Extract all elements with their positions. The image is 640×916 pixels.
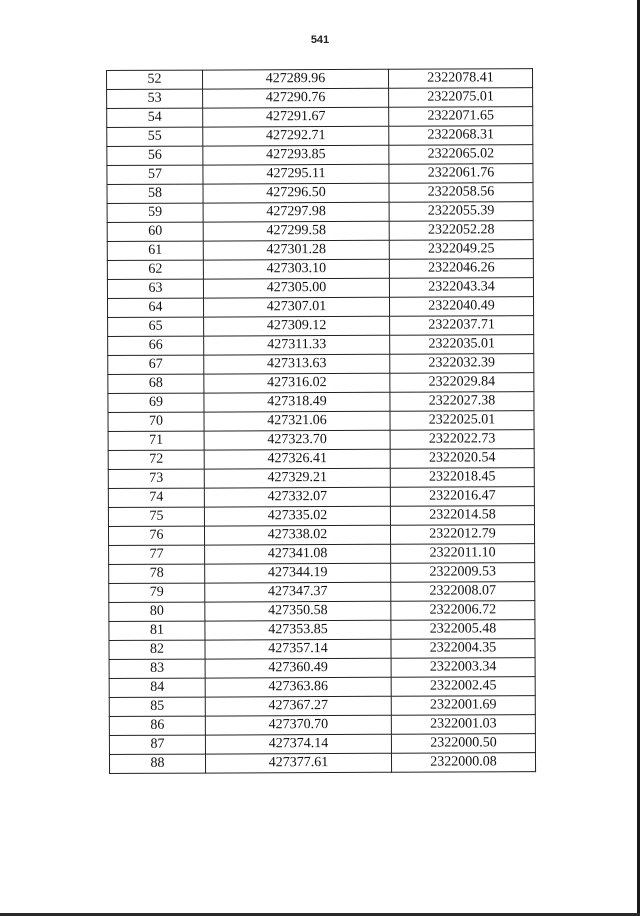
y-coordinate-cell: 2322002.45 [391, 677, 535, 697]
table-row [107, 183, 533, 204]
y-coordinate-cell: 2322037.71 [390, 316, 534, 336]
table-row [107, 69, 533, 90]
y-coordinate-cell: 2322043.34 [389, 278, 533, 298]
y-coordinate-cell: 2322029.84 [390, 373, 534, 393]
point-id-cell: 69 [108, 393, 204, 412]
x-coordinate-cell: 427305.00 [203, 278, 389, 298]
table-row [109, 620, 535, 641]
y-coordinate-cell: 2322000.08 [391, 753, 535, 773]
y-coordinate-cell: 2322052.28 [389, 221, 533, 241]
point-id-cell: 82 [109, 640, 205, 659]
table-row [109, 753, 535, 774]
x-coordinate-cell: 427290.76 [203, 88, 389, 108]
point-id-cell: 59 [107, 203, 203, 222]
x-coordinate-cell: 427301.28 [203, 240, 389, 260]
y-coordinate-cell: 2322040.49 [389, 297, 533, 317]
table-row [109, 639, 535, 660]
x-coordinate-cell: 427307.01 [203, 297, 389, 317]
point-id-cell: 74 [108, 488, 204, 507]
y-coordinate-cell: 2322075.01 [389, 88, 533, 108]
point-id-cell: 64 [107, 298, 203, 317]
point-id-cell: 65 [108, 317, 204, 336]
y-coordinate-cell: 2322020.54 [390, 449, 534, 469]
x-coordinate-cell: 427347.37 [205, 582, 391, 602]
table-row [107, 221, 533, 242]
x-coordinate-cell: 427332.07 [204, 487, 390, 507]
table-row [109, 601, 535, 622]
y-coordinate-cell: 2322049.25 [389, 240, 533, 260]
table-row [107, 107, 533, 128]
point-id-cell: 61 [107, 241, 203, 260]
x-coordinate-cell: 427329.21 [204, 468, 390, 488]
point-id-cell: 78 [109, 564, 205, 583]
table-row [109, 715, 535, 736]
y-coordinate-cell: 2322065.02 [389, 145, 533, 165]
x-coordinate-cell: 427297.98 [203, 202, 389, 222]
y-coordinate-cell: 2322078.41 [388, 69, 532, 89]
x-coordinate-cell: 427303.10 [203, 259, 389, 279]
y-coordinate-cell: 2322058.56 [389, 183, 533, 203]
x-coordinate-cell: 427295.11 [203, 164, 389, 184]
table-row [109, 544, 535, 565]
table-row [107, 88, 533, 109]
x-coordinate-cell: 427326.41 [204, 449, 390, 469]
table-row [109, 734, 535, 755]
table-row [108, 449, 534, 470]
table-row [109, 563, 535, 584]
y-coordinate-cell: 2322016.47 [390, 487, 534, 507]
x-coordinate-cell: 427313.63 [204, 354, 390, 374]
y-coordinate-cell: 2322022.73 [390, 430, 534, 450]
y-coordinate-cell: 2322018.45 [390, 468, 534, 488]
x-coordinate-cell: 427370.70 [205, 715, 391, 735]
y-coordinate-cell: 2322025.01 [390, 411, 534, 431]
table-row [109, 658, 535, 679]
y-coordinate-cell: 2322000.50 [391, 734, 535, 754]
point-id-cell: 55 [107, 127, 203, 146]
x-coordinate-cell: 427321.06 [204, 411, 390, 431]
x-coordinate-cell: 427344.19 [205, 563, 391, 583]
table-row [108, 316, 534, 337]
y-coordinate-cell: 2322006.72 [391, 601, 535, 621]
table-row [108, 468, 534, 489]
x-coordinate-cell: 427323.70 [204, 430, 390, 450]
point-id-cell: 53 [107, 89, 203, 108]
point-id-cell: 54 [107, 108, 203, 127]
y-coordinate-cell: 2322027.38 [390, 392, 534, 412]
y-coordinate-cell: 2322005.48 [391, 620, 535, 640]
x-coordinate-cell: 427335.02 [204, 506, 390, 526]
x-coordinate-cell: 427357.14 [205, 639, 391, 659]
y-coordinate-cell: 2322009.53 [391, 563, 535, 583]
x-coordinate-cell: 427311.33 [204, 335, 390, 355]
coordinate-table [106, 68, 536, 774]
x-coordinate-cell: 427367.27 [205, 696, 391, 716]
point-id-cell: 68 [108, 374, 204, 393]
point-id-cell: 80 [109, 602, 205, 621]
page-number: 541 [310, 34, 330, 46]
point-id-cell: 81 [109, 621, 205, 640]
point-id-cell: 71 [108, 431, 204, 450]
x-coordinate-cell: 427350.58 [205, 601, 391, 621]
y-coordinate-cell: 2322035.01 [390, 335, 534, 355]
point-id-cell: 75 [108, 507, 204, 526]
table-row [108, 411, 534, 432]
point-id-cell: 77 [109, 545, 205, 564]
x-coordinate-cell: 427309.12 [204, 316, 390, 336]
x-coordinate-cell: 427318.49 [204, 392, 390, 412]
table-row [107, 297, 533, 318]
point-id-cell: 83 [109, 659, 205, 678]
y-coordinate-cell: 2322001.03 [391, 715, 535, 735]
table-row [107, 202, 533, 223]
x-coordinate-cell: 427293.85 [203, 145, 389, 165]
table-row [109, 677, 535, 698]
table-row [108, 525, 534, 546]
table-row [107, 126, 533, 147]
y-coordinate-cell: 2322008.07 [391, 582, 535, 602]
table-row [108, 335, 534, 356]
point-id-cell: 62 [107, 260, 203, 279]
table-row [108, 354, 534, 375]
point-id-cell: 63 [107, 279, 203, 298]
x-coordinate-cell: 427299.58 [203, 221, 389, 241]
table-row [107, 278, 533, 299]
point-id-cell: 66 [108, 336, 204, 355]
table-row [107, 164, 533, 185]
y-coordinate-cell: 2322055.39 [389, 202, 533, 222]
table-row [107, 240, 533, 261]
y-coordinate-cell: 2322061.76 [389, 164, 533, 184]
y-coordinate-cell: 2322004.35 [391, 639, 535, 659]
x-coordinate-cell: 427363.86 [205, 677, 391, 697]
point-id-cell: 88 [109, 754, 205, 773]
x-coordinate-cell: 427360.49 [205, 658, 391, 678]
y-coordinate-cell: 2322011.10 [391, 544, 535, 564]
point-id-cell: 60 [107, 222, 203, 241]
x-coordinate-cell: 427341.08 [205, 544, 391, 564]
point-id-cell: 73 [108, 469, 204, 488]
point-id-cell: 79 [109, 583, 205, 602]
point-id-cell: 86 [109, 716, 205, 735]
point-id-cell: 70 [108, 412, 204, 431]
x-coordinate-cell: 427292.71 [203, 126, 389, 146]
y-coordinate-cell: 2322032.39 [390, 354, 534, 374]
x-coordinate-cell: 427289.96 [203, 69, 389, 89]
point-id-cell: 58 [107, 184, 203, 203]
point-id-cell: 76 [108, 526, 204, 545]
y-coordinate-cell: 2322003.34 [391, 658, 535, 678]
y-coordinate-cell: 2322071.65 [389, 107, 533, 127]
point-id-cell: 87 [109, 735, 205, 754]
y-coordinate-cell: 2322068.31 [389, 126, 533, 146]
x-coordinate-cell: 427316.02 [204, 373, 390, 393]
x-coordinate-cell: 427353.85 [205, 620, 391, 640]
y-coordinate-cell: 2322001.69 [391, 696, 535, 716]
x-coordinate-cell: 427338.02 [204, 525, 390, 545]
x-coordinate-cell: 427291.67 [203, 107, 389, 127]
point-id-cell: 57 [107, 165, 203, 184]
table-row [108, 392, 534, 413]
x-coordinate-cell: 427374.14 [205, 734, 391, 754]
y-coordinate-cell: 2322046.26 [389, 259, 533, 279]
point-id-cell: 52 [107, 70, 203, 89]
point-id-cell: 56 [107, 146, 203, 165]
table-row [107, 259, 533, 280]
table-row [109, 696, 535, 717]
y-coordinate-cell: 2322014.58 [390, 506, 534, 526]
table-row [108, 373, 534, 394]
y-coordinate-cell: 2322012.79 [390, 525, 534, 545]
point-id-cell: 67 [108, 355, 204, 374]
coordinate-table-body [107, 69, 536, 774]
x-coordinate-cell: 427377.61 [205, 753, 391, 773]
table-row [108, 430, 534, 451]
table-row [108, 487, 534, 508]
point-id-cell: 85 [109, 697, 205, 716]
x-coordinate-cell: 427296.50 [203, 183, 389, 203]
point-id-cell: 72 [108, 450, 204, 469]
table-row [107, 145, 533, 166]
point-id-cell: 84 [109, 678, 205, 697]
table-row [109, 582, 535, 603]
table-row [108, 506, 534, 527]
